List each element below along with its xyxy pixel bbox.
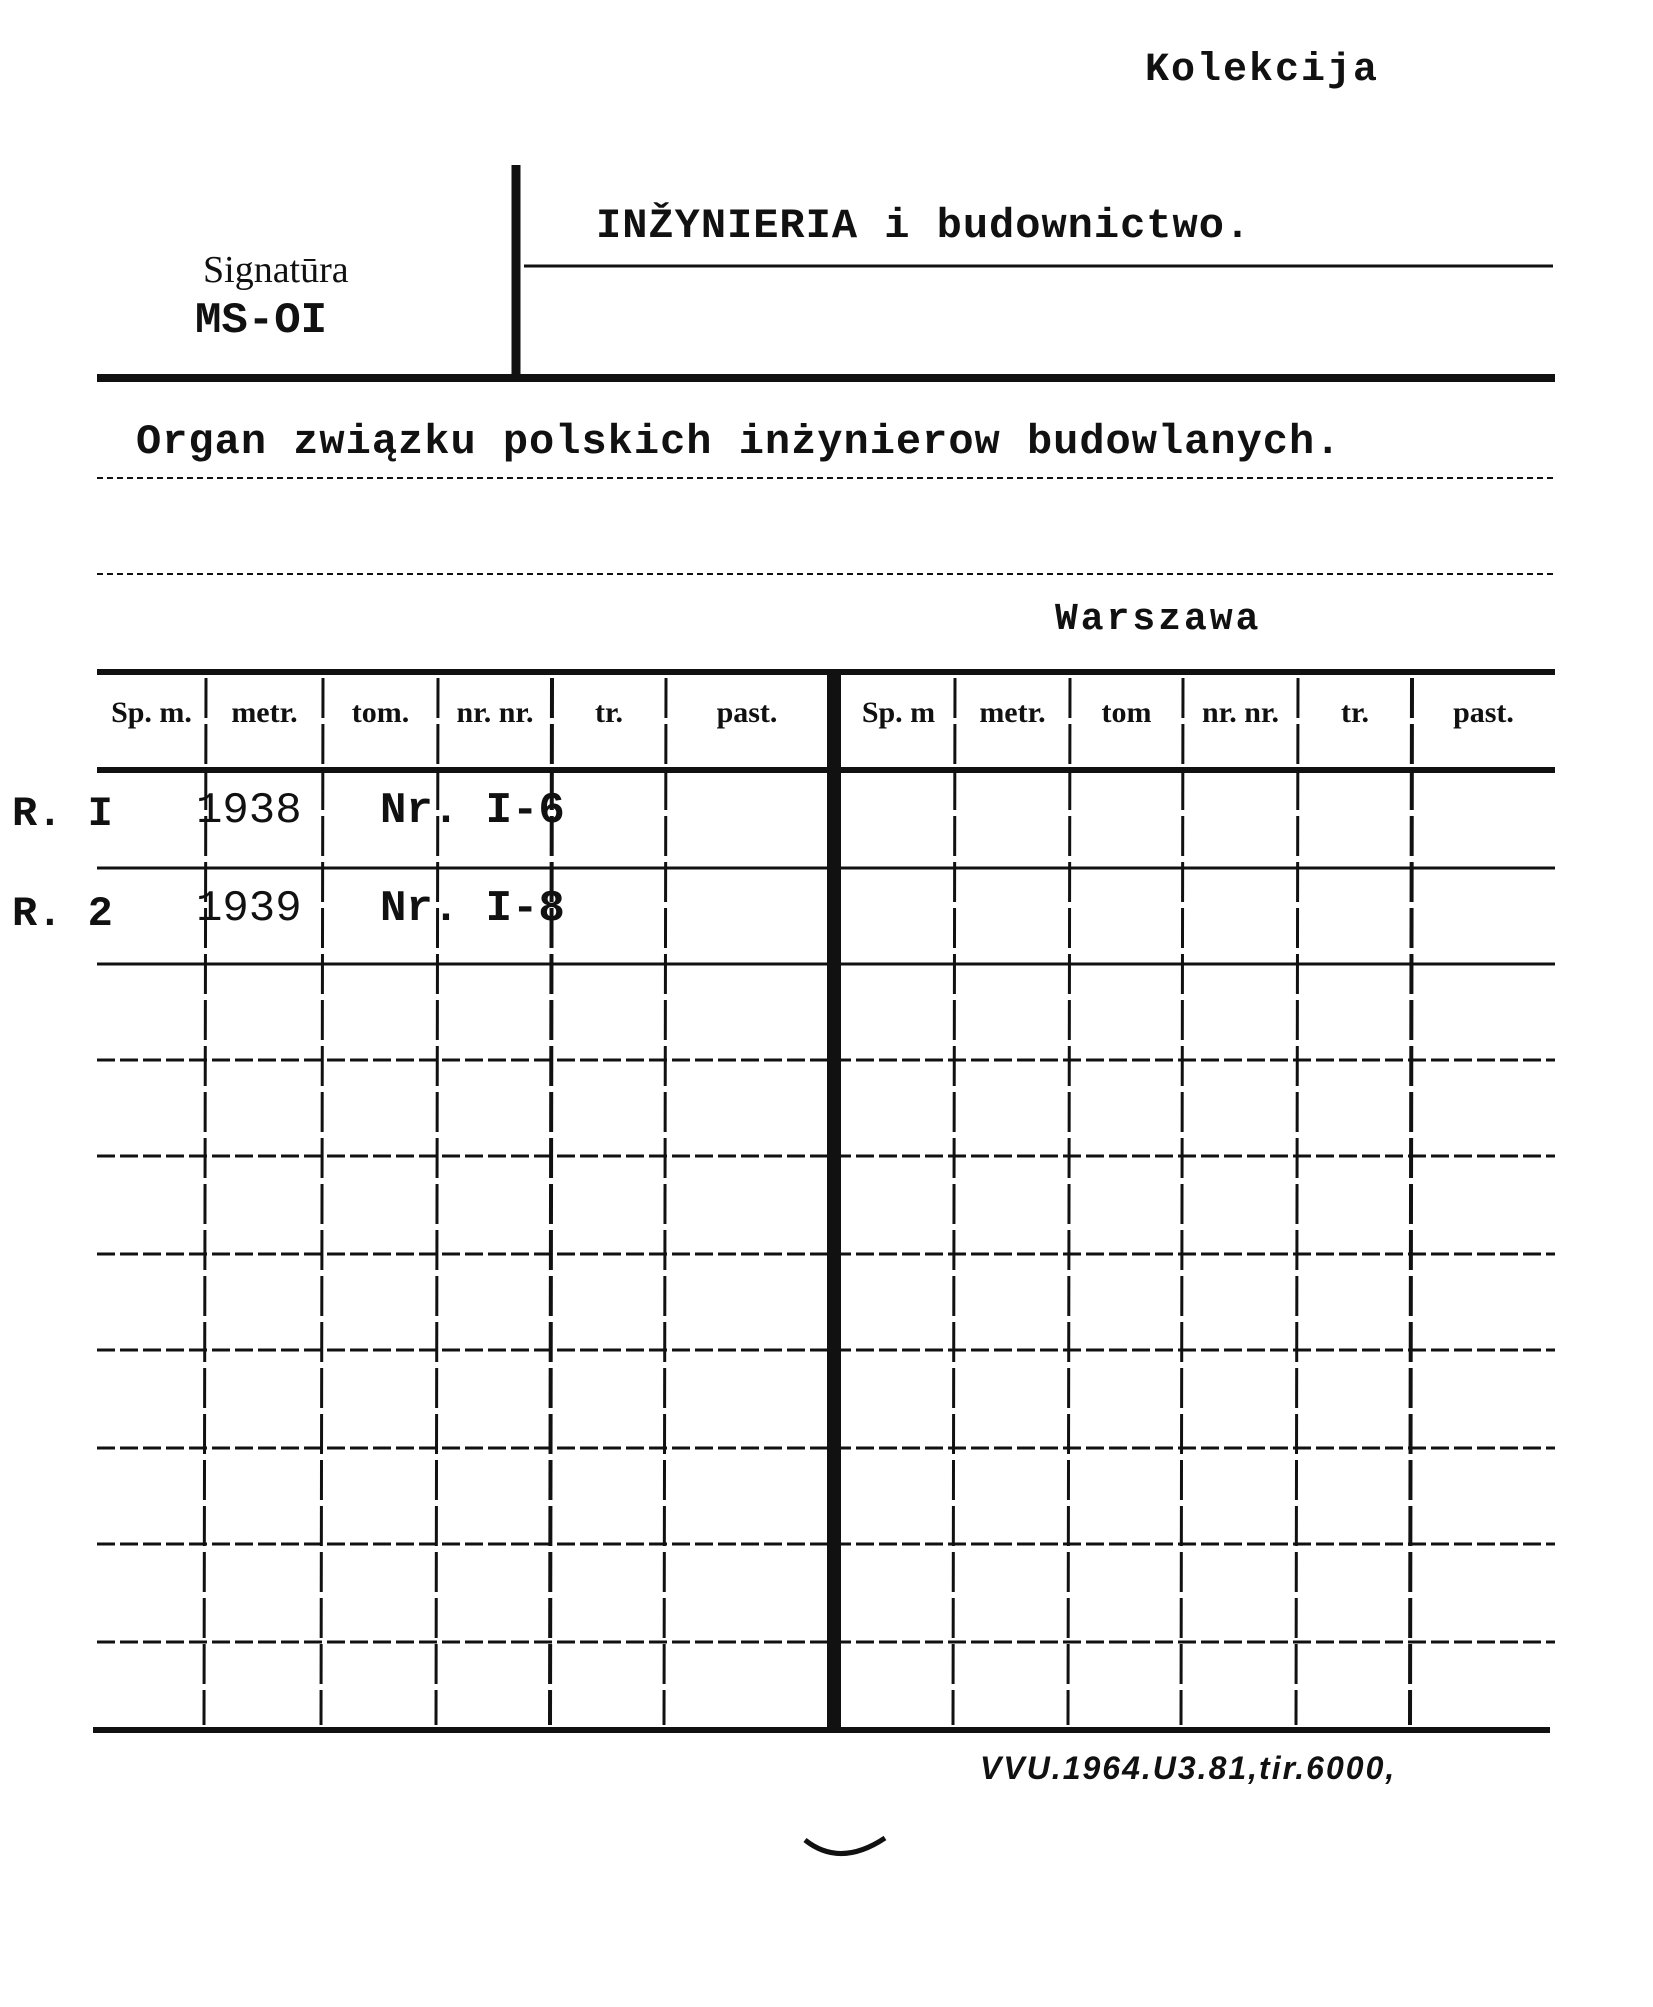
column-header: nr. nr. — [1202, 696, 1279, 729]
column-header: past. — [1453, 696, 1514, 729]
column-header: tr. — [1340, 696, 1370, 729]
signature-value: MS-OI — [195, 296, 328, 346]
column-header: Sp. m. — [111, 696, 192, 729]
row-issue-numbers: Nr. I-6 — [380, 786, 565, 836]
column-header: tom — [1101, 696, 1152, 729]
row-label: R. I — [12, 790, 113, 838]
signature-label: Signatūra — [203, 249, 349, 291]
pen-mark-icon — [805, 1838, 885, 1854]
publication-subtitle: Organ związku polskich inżynierow budowlanych. — [136, 418, 1342, 466]
row-issue-numbers: Nr. I-8 — [380, 884, 565, 934]
row-year: 1939 — [196, 884, 302, 934]
column-header: tom. — [351, 696, 410, 729]
column-header: nr. nr. — [456, 696, 534, 729]
publication-title: INŽYNIERIA i budownictwo. — [596, 202, 1252, 250]
handwritten-footer-note: VVU.1964.U3.81,tir.6000, — [980, 1750, 1397, 1786]
row-label: R. 2 — [12, 890, 113, 938]
collection-label: Kolekcija — [1145, 48, 1380, 93]
publication-city: Warszawa — [1055, 598, 1262, 641]
column-header: Sp. m — [861, 696, 936, 729]
column-header: metr. — [231, 696, 298, 729]
column-header: past. — [716, 696, 778, 729]
column-header: tr. — [594, 696, 624, 729]
column-header: metr. — [979, 696, 1046, 729]
row-year: 1938 — [196, 786, 302, 836]
